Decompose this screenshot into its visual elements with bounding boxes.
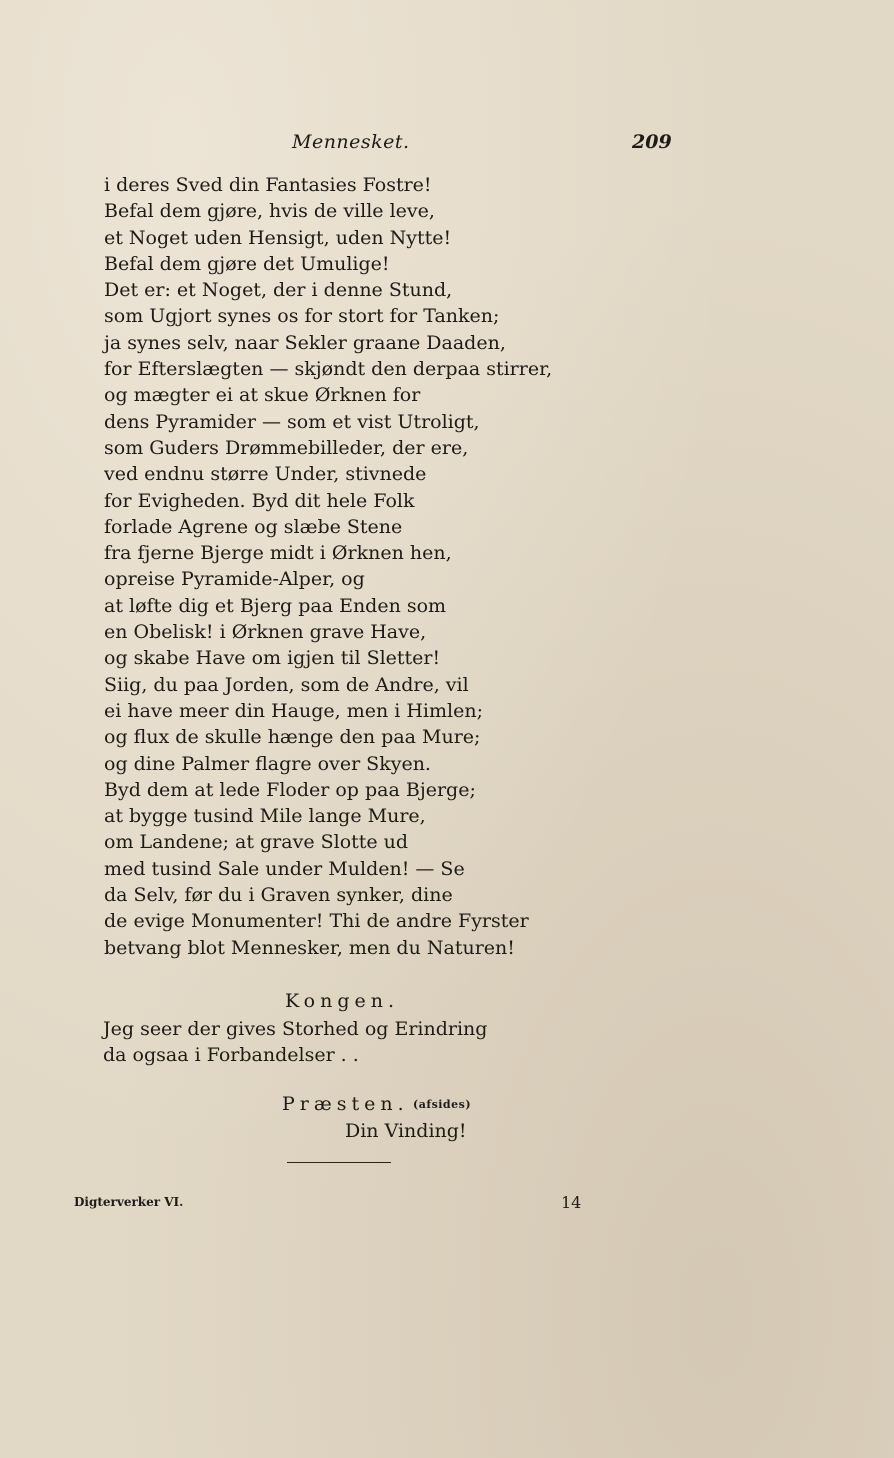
- verse-line: ja synes selv, naar Sekler graane Daaden,: [104, 331, 506, 354]
- verse-line: en Obelisk! i Ørknen grave Have,: [104, 621, 427, 644]
- verse-line: dens Pyramider — som et vist Utroligt,: [104, 410, 480, 433]
- verse-line: i deres Sved din Fantasies Fostre!: [104, 174, 432, 196]
- verse-line: som Guders Drømmebilleder, der ere,: [104, 436, 469, 459]
- verse-line: at løfte dig et Bjerg paa Enden som: [104, 594, 447, 617]
- verse-line: og dine Palmer flagre over Skyen.: [104, 752, 431, 775]
- verse-line: Byd dem at lede Floder op paa Bjerge;: [104, 778, 476, 801]
- verse-line: fra fjerne Bjerge midt i Ørknen hen,: [104, 542, 452, 565]
- verse-block: [104, 172, 552, 961]
- stage-direction: (afsides): [413, 1098, 472, 1111]
- speech-line: da ogsaa i Forbandelser . .: [103, 1044, 359, 1067]
- signature-number: 14: [561, 1193, 582, 1212]
- speech-line: Jeg seer der gives Storhed og Erindring: [103, 1018, 488, 1040]
- verse-line: Befal dem gjøre det Umulige!: [104, 252, 390, 275]
- verse-line: ved endnu større Under, stivnede: [104, 463, 427, 486]
- speech-kongen: [103, 1016, 487, 1069]
- speech-praesten: [345, 1118, 467, 1144]
- verse-line: ei have meer din Hauge, men i Himlen;: [104, 699, 483, 722]
- verse-line: forlade Agrene og slæbe Stene: [104, 515, 403, 538]
- verse-line: Befal dem gjøre, hvis de ville leve,: [104, 200, 435, 223]
- verse-line: med tusind Sale under Mulden! — Se: [104, 857, 465, 880]
- verse-line: og mægter ei at skue Ørknen for: [104, 384, 421, 407]
- verse-line: og flux de skulle hænge den paa Mure;: [104, 726, 481, 749]
- running-head-title: Mennesket.: [292, 131, 410, 153]
- verse-line: for Efterslægten — skjøndt den derpaa stirrer,: [104, 358, 553, 381]
- speaker-name-kongen: Kongen.: [285, 990, 400, 1012]
- verse-line: at bygge tusind Mile lange Mure,: [104, 805, 426, 828]
- verse-line: og skabe Have om igjen til Sletter!: [104, 647, 441, 670]
- verse-line: opreise Pyramide-Alper, og: [104, 568, 365, 591]
- verse-line: som Ugjort synes os for stort for Tanken;: [104, 305, 500, 328]
- verse-line: da Selv, før du i Graven synker, dine: [104, 884, 453, 907]
- verse-line: de evige Monumenter! Thi de andre Fyrster: [104, 910, 529, 933]
- verse-line: et Noget uden Hensigt, uden Nytte!: [104, 226, 452, 249]
- verse-line: for Evigheden. Byd dit hele Folk: [104, 489, 415, 512]
- verse-line: betvang blot Mennesker, men du Naturen!: [104, 936, 515, 959]
- verse-line: Det er: et Noget, der i denne Stund,: [104, 279, 453, 302]
- speech-line: Din Vinding!: [345, 1120, 467, 1142]
- page-number: 209: [632, 131, 672, 153]
- speaker-name-praesten: Præsten.: [282, 1093, 409, 1115]
- verse-line: Siig, du paa Jorden, som de Andre, vil: [104, 673, 469, 696]
- verse-line: om Landene; at grave Slotte ud: [104, 831, 409, 854]
- end-rule-divider: [287, 1162, 391, 1163]
- printer-signature: Digterverker VI.: [74, 1195, 184, 1209]
